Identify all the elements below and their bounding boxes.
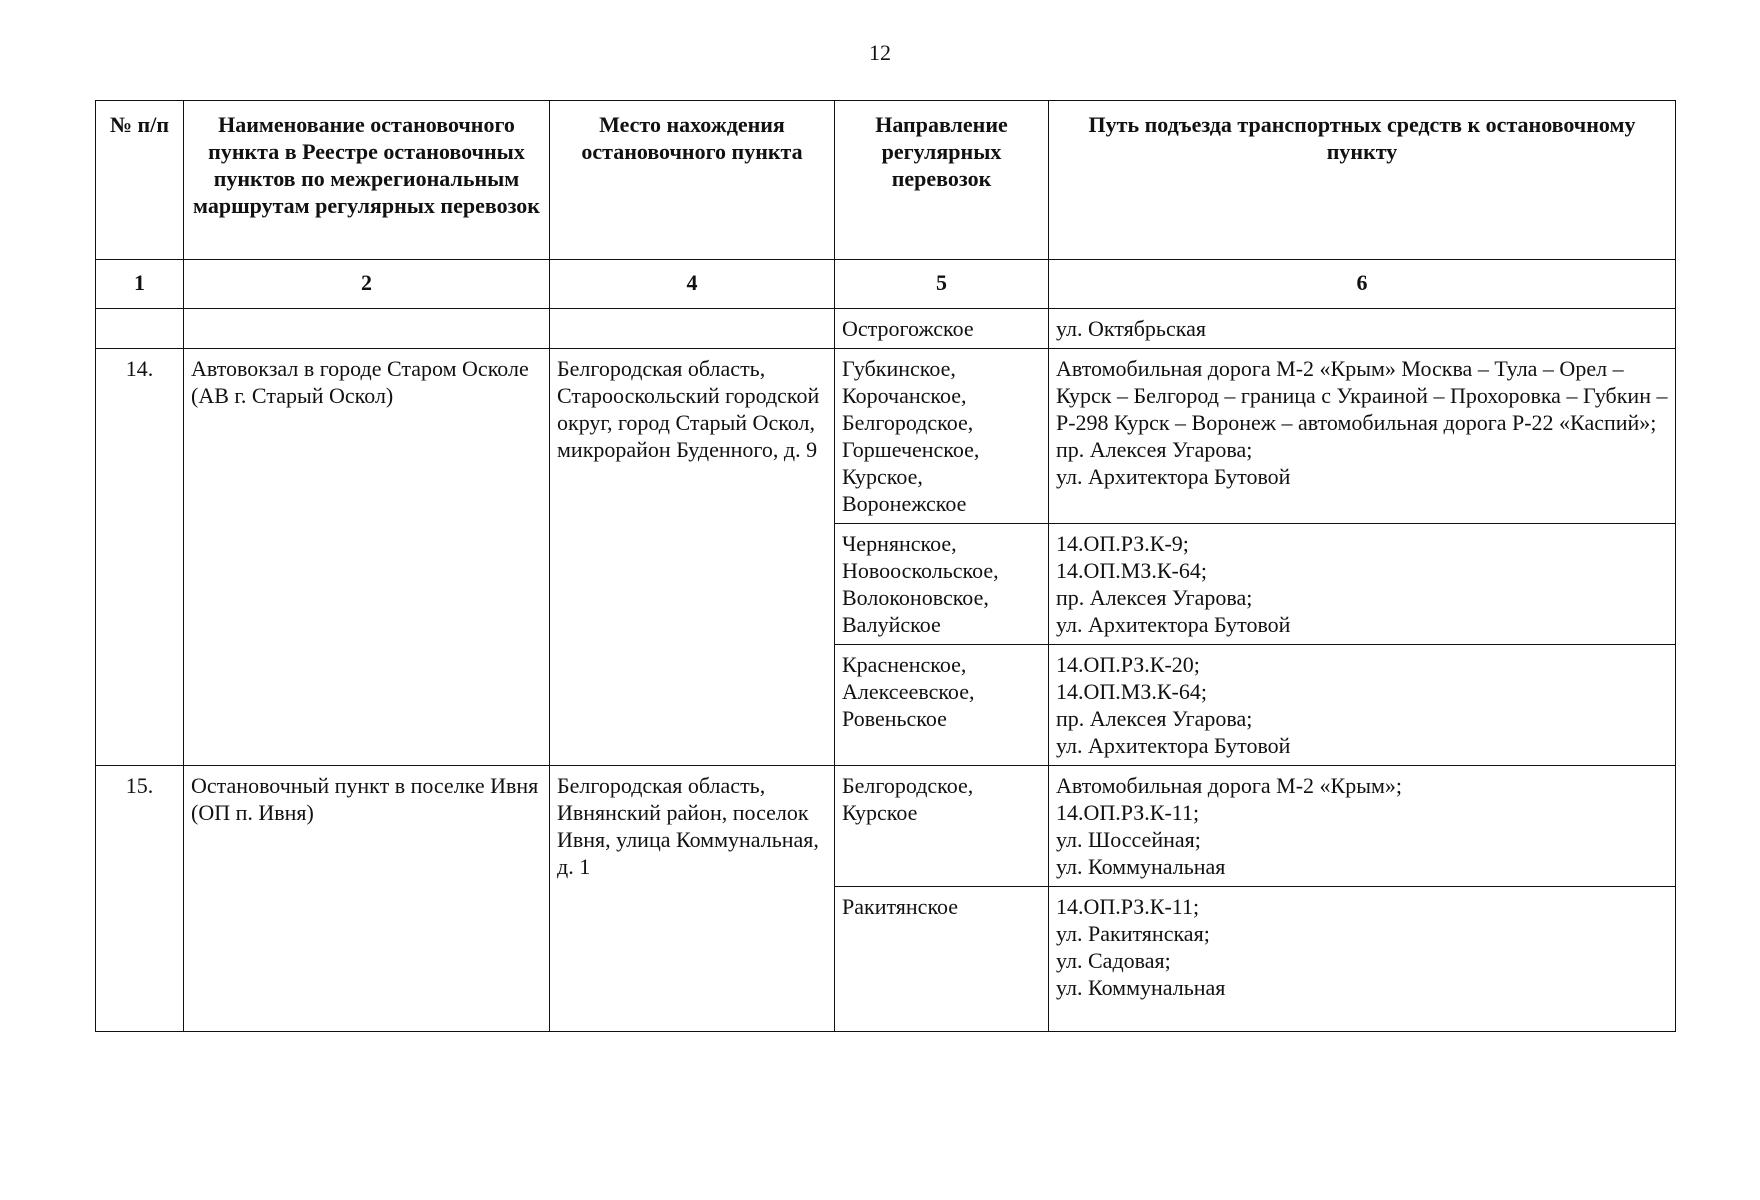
column-number-row: [96, 260, 1676, 309]
path-line: ул. Архитектора Бутовой: [1056, 733, 1291, 758]
path-line: Автомобильная дорога М-2 «Крым» Москва – Тула – Орел – Курск – Белгород – граница с Украиной – Прохоровка – Губкин – Р-298 Курск – Воронеж – автомобильная дорога Р-22 «Каспий»;: [1056, 356, 1668, 435]
header-stop-name: Наименование остановочного пункта в Реестре остановочных пунктов по межрегиональным маршрутам регулярных перевозок: [184, 101, 550, 260]
column-number: 1: [96, 260, 184, 309]
path-line: 14.ОП.РЗ.К-9;: [1056, 531, 1189, 556]
stop-registry-table: [95, 100, 1676, 1032]
direction-cell: Губкинское, Корочанское, Белгородское, Горшеченское, Курское, Воронежское: [835, 349, 1049, 524]
stop-short-name: (АВ г. Старый Оскол): [191, 383, 394, 408]
empty-cell: [550, 309, 835, 349]
path-line: ул. Архитектора Бутовой: [1056, 612, 1291, 637]
path-line: ул. Шоссейная;: [1056, 827, 1201, 852]
row-number: 14.: [96, 349, 184, 766]
path-line: пр. Алексея Угарова;: [1056, 585, 1253, 610]
column-number: 6: [1049, 260, 1676, 309]
path-line: 14.ОП.РЗ.К-20;: [1056, 652, 1200, 677]
path-line: 14.ОП.РЗ.К-11;: [1056, 800, 1200, 825]
path-line: пр. Алексея Угарова;: [1056, 437, 1253, 462]
path-line: ул. Коммунальная: [1056, 854, 1226, 879]
table-row: [96, 309, 1676, 349]
page-number: 12: [869, 40, 891, 65]
stop-name-cell: [184, 766, 550, 1032]
header-number: № п/п: [96, 101, 184, 260]
stop-name-cell: [184, 349, 550, 766]
stop-name: Автовокзал в городе Старом Осколе: [191, 356, 529, 381]
column-number: 5: [835, 260, 1049, 309]
stop-short-name: (ОП п. Ивня): [191, 800, 314, 825]
location-cell: Белгородская область, Ивнянский район, поселок Ивня, улица Коммунальная, д. 1: [550, 766, 835, 1032]
empty-cell: [96, 309, 184, 349]
path-line: 14.ОП.РЗ.К-11;: [1056, 894, 1200, 919]
path-line: ул. Коммунальная: [1056, 975, 1226, 1000]
direction-cell: Ракитянское: [835, 887, 1049, 1032]
path-line: 14.ОП.МЗ.К-64;: [1056, 558, 1207, 583]
access-path-cell: [1049, 887, 1676, 1032]
access-path-cell: [1049, 524, 1676, 645]
header-location: Место нахождения остановочного пункта: [550, 101, 835, 260]
access-path-cell: [1049, 349, 1676, 524]
path-line: Автомобильная дорога М-2 «Крым»;: [1056, 773, 1403, 798]
table-header-row: [96, 101, 1676, 260]
access-path-cell: ул. Октябрьская: [1049, 309, 1676, 349]
header-direction: Направление регулярных перевозок: [835, 101, 1049, 260]
direction-cell: Белгородское, Курское: [835, 766, 1049, 887]
direction-cell: Острогожское: [835, 309, 1049, 349]
table-row: [96, 766, 1676, 887]
access-path-cell: [1049, 766, 1676, 887]
path-line: пр. Алексея Угарова;: [1056, 706, 1253, 731]
table-row: [96, 349, 1676, 524]
column-number: 2: [184, 260, 550, 309]
access-path-cell: [1049, 645, 1676, 766]
column-number: 4: [550, 260, 835, 309]
stop-name: Остановочный пункт в поселке Ивня: [191, 773, 539, 798]
path-line: 14.ОП.МЗ.К-64;: [1056, 679, 1207, 704]
path-line: ул. Архитектора Бутовой: [1056, 464, 1291, 489]
direction-cell: Красненское, Алексеевское, Ровеньское: [835, 645, 1049, 766]
row-number: 15.: [96, 766, 184, 1032]
path-line: ул. Ракитянская;: [1056, 921, 1210, 946]
direction-cell: Чернянское, Новооскольское, Волоконовское, Валуйское: [835, 524, 1049, 645]
header-access-path: Путь подъезда транспортных средств к остановочному пункту: [1049, 101, 1676, 260]
path-line: ул. Садовая;: [1056, 948, 1171, 973]
location-cell: Белгородская область, Старооскольский городской округ, город Старый Оскол, микрорайон Буденного, д. 9: [550, 349, 835, 766]
empty-cell: [184, 309, 550, 349]
